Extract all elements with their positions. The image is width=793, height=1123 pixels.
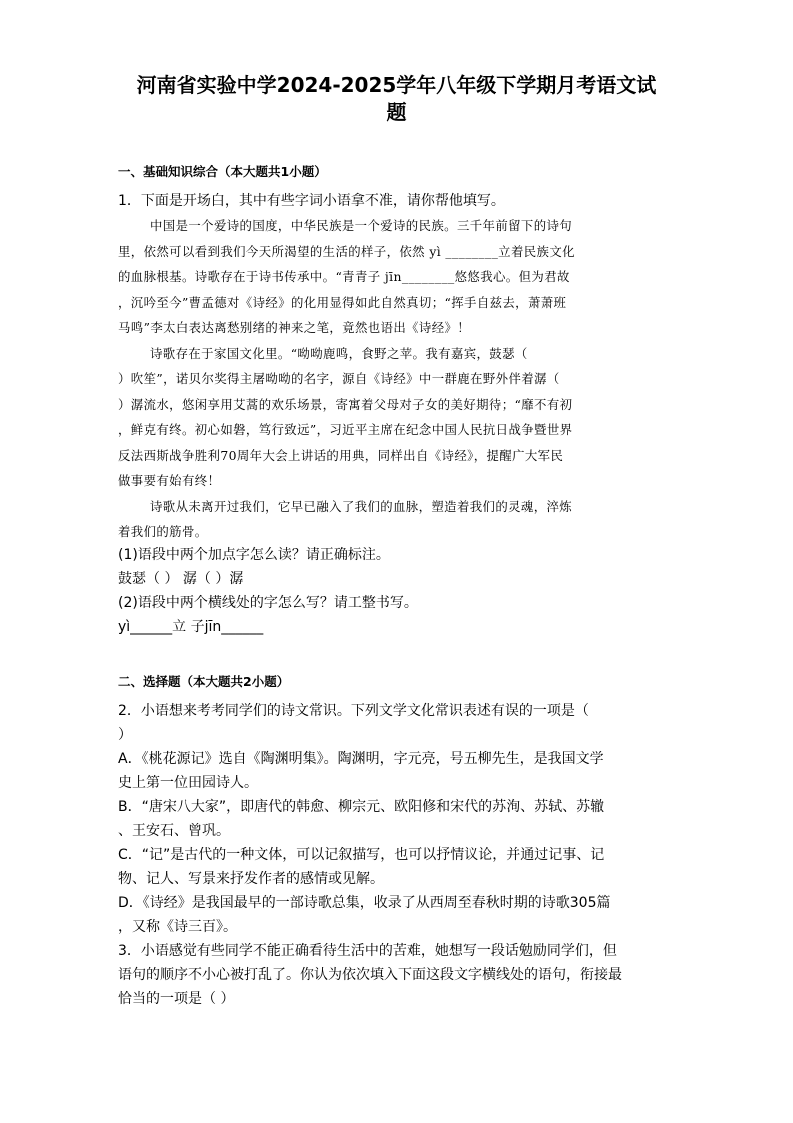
sub-question-2: (2)语段中两个横线处的字怎么写？请工整书写。 xyxy=(118,595,418,611)
question-3-prompt-cont: 语句的顺序不小心被打乱了。你认为依次填入下面这段文字横线处的语句，衔接最 xyxy=(118,967,622,983)
passage-line: ，沉吟至今”曹孟德对《诗经》的化用显得如此自然真切；“挥手自兹去，萧萧班 xyxy=(118,295,567,310)
question-3-prompt: 3．小语感觉有些同学不能正确看待生活中的苦难，她想写一段话勉励同学们，但 xyxy=(118,943,617,959)
option-a: A．《桃花源记》选自《陶渊明集》。陶渊明，字元亮，号五柳先生，是我国文学 xyxy=(118,751,604,767)
section-heading-basic-knowledge: 一、基础知识综合（本大题共1小题） xyxy=(118,164,327,179)
option-c: C．“记”是古代的一种文体，可以记叙描写，也可以抒情议论，并通过记事、记 xyxy=(118,847,605,863)
section-heading-multiple-choice: 二、选择题（本大题共2小题） xyxy=(118,674,290,689)
question-2-prompt-cont: ） xyxy=(118,727,132,743)
passage-line: ）吹笙”，诺贝尔奖得主屠呦呦的名字，源自《诗经》中一群鹿在野外伴着潺（ xyxy=(118,371,560,386)
passage-line: ）潺流水，悠闲享用艾蒿的欢乐场景，寄寓着父母对子女的美好期待；“靡不有初 xyxy=(118,397,573,412)
question-3-prompt-end: 恰当的一项是（ ） xyxy=(118,991,235,1007)
passage-line: 中国是一个爱诗的国度，中华民族是一个爱诗的民族。三千年前留下的诗句 xyxy=(150,218,573,233)
option-d: D．《诗经》是我国最早的一部诗歌总集，收录了从西周至春秋时期的诗歌305篇 xyxy=(118,895,611,911)
passage-line: 马鸣”李太白表达离愁别绪的神来之笔，竟然也语出《诗经》！ xyxy=(118,320,471,335)
sub-question-1-answer-line: 鼓瑟（ ） 潺（ ）潺 xyxy=(118,571,244,587)
option-b-cont: 、王安石、曾巩。 xyxy=(118,823,230,839)
question-1-prompt: 1．下面是开场白，其中有些字词小语拿不准，请你帮他填写。 xyxy=(118,193,505,209)
passage-line: ，鲜克有终。初心如磐，笃行致远”，习近平主席在纪念中国人民抗日战争暨世界 xyxy=(118,422,573,437)
passage-line: 着我们的筋骨。 xyxy=(118,524,208,539)
passage-line: 诗歌存在于家国文化里。“呦呦鹿鸣，食野之苹。我有嘉宾，鼓瑟（ xyxy=(150,346,528,361)
sub-question-1: (1)语段中两个加点字怎么读？请正确标注。 xyxy=(118,547,390,563)
option-b: B．“唐宋八大家”，即唐代的韩愈、柳宗元、欧阳修和宋代的苏洵、苏轼、苏辙 xyxy=(118,799,605,815)
option-d-cont: ，又称《诗三百》。 xyxy=(118,919,237,935)
question-2-prompt: 2．小语想来考考同学们的诗文常识。下列文学文化常识表述有误的一项是（ xyxy=(118,703,589,719)
option-a-cont: 史上第一位田园诗人。 xyxy=(118,775,258,791)
passage-line: 做事要有始有终！ xyxy=(118,473,221,488)
sub-question-2-answer-line: yì______立 子jīn______ xyxy=(118,619,264,635)
passage-line: 里，依然可以看到我们今天所渴望的生活的样子，依然 yì ________立着民族文化 xyxy=(118,244,575,259)
passage-line: 诗歌从未离开过我们，它早已融入了我们的血脉，塑造着我们的灵魂，淬炼 xyxy=(150,499,573,514)
option-c-cont: 物、记人、写景来抒发作者的感情或见解。 xyxy=(118,871,384,887)
passage-line: 反法西斯战争胜利70周年大会上讲话的用典，同样出自《诗经》，提醒广大军民 xyxy=(118,448,564,463)
document-title-line-1: 河南省实验中学2024-2025学年八年级下学期月考语文试 xyxy=(136,73,657,97)
document-title-line-2: 题 xyxy=(386,100,407,124)
passage-line: 的血脉根基。诗歌存在于诗书传承中。“青青子 jīn________悠悠我心。但为君故 xyxy=(118,269,570,284)
